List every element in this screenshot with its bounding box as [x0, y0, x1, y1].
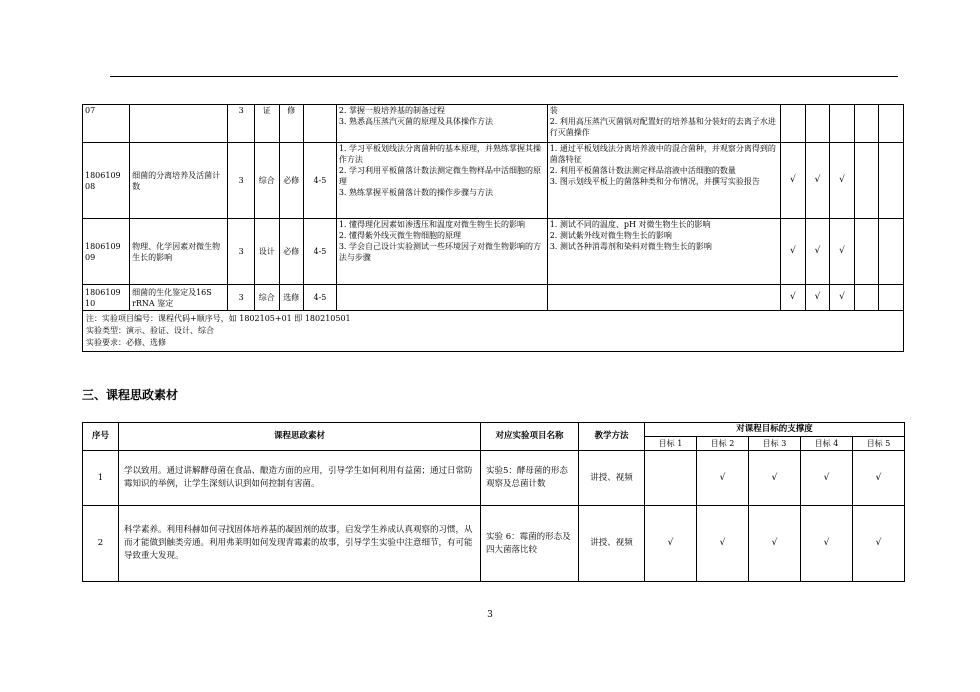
project-count: 4-5 — [304, 143, 337, 219]
project-count: 4-5 — [304, 285, 337, 311]
notes-row — [83, 311, 904, 352]
tick-mark: √ — [781, 285, 806, 311]
section-title: 三、课程思政素材 — [82, 388, 179, 402]
header-material: 课程思政素材 — [119, 423, 481, 451]
table-row — [83, 143, 904, 219]
project-hours: 3 — [228, 285, 255, 311]
project-req: 修 — [279, 105, 304, 143]
tick-mark: √ — [830, 143, 855, 219]
project-id: 1806109 10 — [83, 285, 130, 311]
table-row — [83, 219, 904, 285]
header-goal: 目标 5 — [853, 437, 905, 451]
header-goal: 目标 4 — [801, 437, 853, 451]
ideology-table — [82, 422, 905, 582]
tick-mark: √ — [749, 451, 801, 506]
requirement-line: 装 — [549, 106, 558, 115]
tick-mark: √ — [805, 285, 830, 311]
page-number: 3 — [487, 610, 493, 620]
row-project: 实验5：酵母菌的形态观察及总菌计数 — [481, 451, 579, 506]
project-content: 1. 学习平板划线法分离菌种的基本原理，并熟练掌握其操作方法 2. 学习利用平板菌落计数法测定微生物样品中活细胞的原理 3. 熟练掌握平板菌落计数的操作步骤与方法 — [336, 143, 547, 219]
table-row — [83, 105, 904, 143]
table-row — [83, 451, 905, 506]
tick-mark: √ — [853, 451, 905, 506]
project-name: 细菌的分离培养及活菌计数 — [130, 143, 228, 219]
tick-mark: √ — [830, 285, 855, 311]
header-project: 对应实验项目名称 — [481, 423, 579, 451]
tick-mark: √ — [697, 451, 749, 506]
content-line: 2. 掌握一般培养基的制备过程 — [338, 106, 446, 115]
project-hours: 3 — [228, 143, 255, 219]
project-content: 1. 懂得理化因素如渗透压和温度对微生物生长的影响 2. 懂得紫外线灭微生物细胞的原理 3. 学会自己设计实验测试一些环境因子对微生物影响的方法与步骤 — [336, 219, 547, 285]
project-requirements — [547, 105, 780, 143]
row-material: 学以致用。通过讲解酵母菌在食品、酿造方面的应用，引导学生如何利用有益菌；通过日常防霉知识的举例，让学生深刻认识到如何控制有害菌。 — [119, 451, 481, 506]
tick-mark: √ — [781, 219, 806, 285]
tick-mark: √ — [801, 451, 853, 506]
goal-cell — [879, 285, 904, 311]
goal-cell — [781, 105, 806, 143]
tick-mark: √ — [749, 506, 801, 582]
project-type: 综合 — [254, 143, 279, 219]
goal-cell — [879, 105, 904, 143]
goal-cell — [879, 219, 904, 285]
project-requirements — [547, 285, 780, 311]
goal-cell — [854, 105, 879, 143]
header-index: 序号 — [83, 423, 119, 451]
project-type: 设计 — [254, 219, 279, 285]
content-line: 3. 熟悉高压蒸汽灭菌的原理及具体操作方法 — [338, 117, 494, 126]
project-id: 07 — [83, 105, 130, 143]
tick-mark: √ — [805, 143, 830, 219]
project-name: 细菌的生化鉴定及16S rRNA 鉴定 — [130, 285, 228, 311]
project-hours: 3 — [228, 219, 255, 285]
goal-cell — [854, 143, 879, 219]
tick-mark: √ — [830, 219, 855, 285]
row-method: 讲授、视频 — [579, 506, 645, 582]
requirement-line: 2. 利用高压蒸汽灭菌锅对配置好的培养基和分装好的去离子水进行灭菌操作 — [549, 117, 776, 137]
header-row — [83, 423, 905, 437]
row-index: 2 — [83, 506, 119, 582]
experiment-table — [82, 104, 904, 352]
project-count — [304, 105, 337, 143]
note-line: 实验要求：必修、选修 — [86, 338, 166, 347]
row-index: 1 — [83, 451, 119, 506]
row-material: 科学素养。利用科赫如何寻找固体培养基的凝固剂的故事，启发学生养成认真观察的习惯，从而才能做到触类旁通。利用弗莱明如何发现青霉素的故事，引导学生实验中注意细节，有可能导致重大发现。 — [119, 506, 481, 582]
goal-cell — [854, 219, 879, 285]
table-row — [83, 285, 904, 311]
project-id: 1806109 08 — [83, 143, 130, 219]
project-type: 证 — [254, 105, 279, 143]
goal-cell — [879, 143, 904, 219]
header-goal: 目标 1 — [645, 437, 697, 451]
project-req: 必修 — [279, 143, 304, 219]
project-requirements: 1. 测试不同的温度、pH 对微生物生长的影响 2. 测试紫外线对微生物生长的影响 3. 测试各种消毒剂和染料对微生物生长的影响 — [547, 219, 780, 285]
table-notes — [83, 311, 904, 352]
header-goal: 目标 3 — [749, 437, 801, 451]
project-content — [336, 105, 547, 143]
header-goal: 目标 2 — [697, 437, 749, 451]
project-count: 4-5 — [304, 219, 337, 285]
tick-mark: √ — [645, 506, 697, 582]
tick-mark: √ — [781, 143, 806, 219]
header-method: 教学方法 — [579, 423, 645, 451]
tick-mark: √ — [853, 506, 905, 582]
note-line: 实验类型：演示、验证、设计、综合 — [86, 326, 214, 335]
goal-cell — [645, 451, 697, 506]
tick-mark: √ — [697, 506, 749, 582]
tick-mark: √ — [801, 506, 853, 582]
project-name — [130, 105, 228, 143]
project-hours: 3 — [228, 105, 255, 143]
project-req: 必修 — [279, 219, 304, 285]
tick-mark: √ — [805, 219, 830, 285]
project-type: 综合 — [254, 285, 279, 311]
header-support: 对课程目标的支撑度 — [645, 423, 905, 437]
project-req: 选修 — [279, 285, 304, 311]
row-method: 讲授、视频 — [579, 451, 645, 506]
note-line: 注：实验项目编号：课程代码+顺序号，如 1802105+01 即 180210501 — [86, 314, 351, 323]
project-id: 1806109 09 — [83, 219, 130, 285]
project-requirements: 1. 通过平板划线法分离培养液中的混合菌种，并观察分离得到的菌落特征 2. 利用平板菌落计数法测定样品溶液中活细胞的数量 3. 图示划线平板上的菌落种类和分布情况，并撰写实验报告 — [547, 143, 780, 219]
header-rule — [110, 76, 898, 77]
row-project: 实验 6：霉菌的形态及四大菌落比较 — [481, 506, 579, 582]
goal-cell — [805, 105, 830, 143]
goal-cell — [854, 285, 879, 311]
project-content — [336, 285, 547, 311]
project-name: 物理、化学因素对微生物生长的影响 — [130, 219, 228, 285]
table-row — [83, 506, 905, 582]
goal-cell — [830, 105, 855, 143]
